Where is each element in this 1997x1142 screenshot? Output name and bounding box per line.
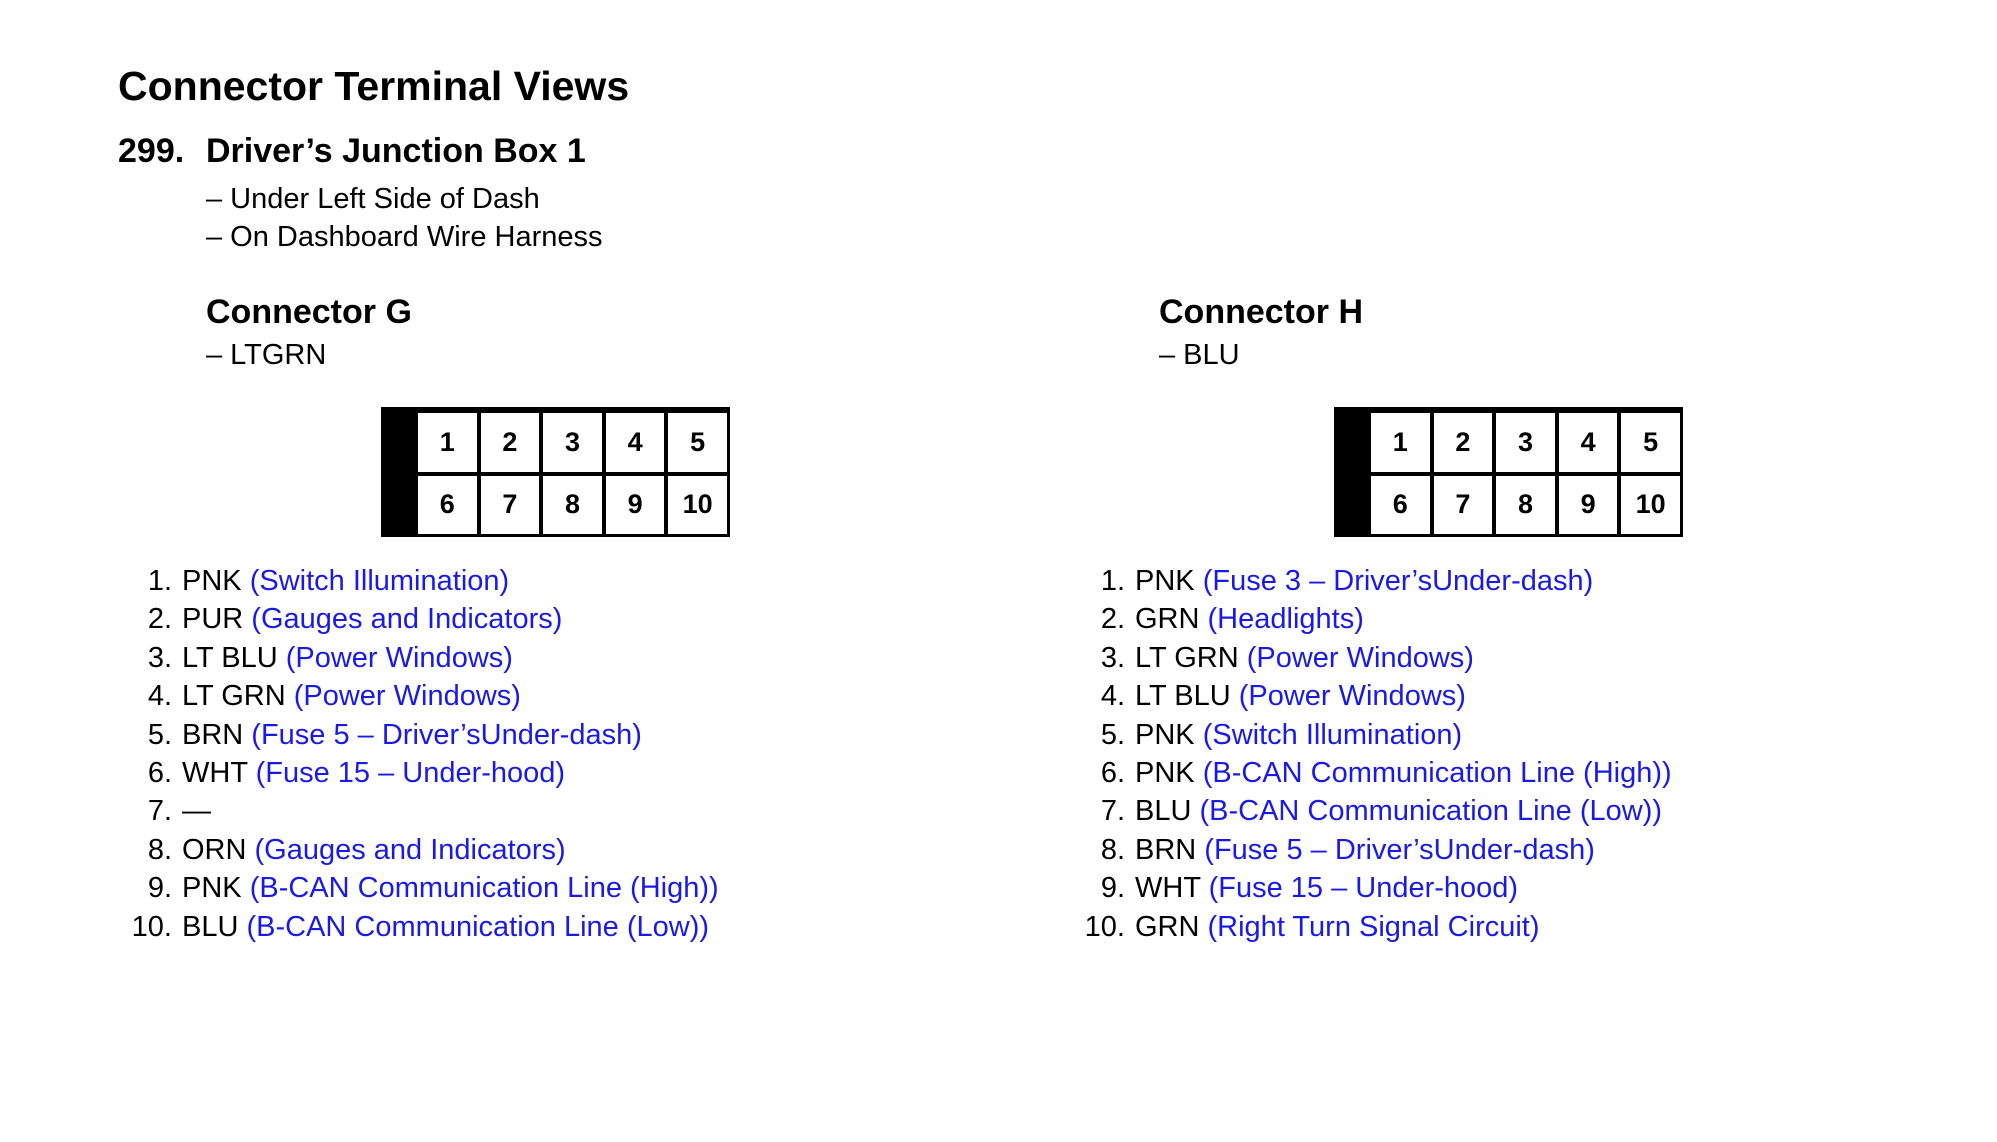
pin-number: 5.: [147, 718, 172, 751]
circuit-link[interactable]: (Headlights): [1207, 603, 1364, 636]
terminal-cell: 10: [668, 476, 727, 535]
wire-color: PNK: [1135, 718, 1195, 751]
pin-number: 10.: [131, 910, 172, 943]
wire-color: WHT: [1135, 872, 1201, 905]
circuit-link[interactable]: (Gauges and Indicators): [254, 833, 566, 866]
circuit-link[interactable]: (Power Windows): [1246, 641, 1474, 674]
wire-color: PNK: [1135, 565, 1195, 597]
pin-number: 8.: [1100, 833, 1125, 866]
pin-item: [118, 908, 719, 946]
pin-number: 5.: [1100, 718, 1125, 751]
pin-item: [1071, 677, 1672, 715]
pin-item: [118, 600, 719, 638]
pin-list: [1071, 562, 1672, 946]
wire-color: PNK: [1135, 756, 1195, 789]
wire-color: PNK: [182, 872, 242, 905]
wire-color: PUR: [182, 603, 244, 636]
pin-number: 1.: [147, 565, 172, 597]
pin-item: [118, 869, 719, 907]
terminal-cell: 4: [1559, 413, 1618, 472]
terminal-cell: 5: [668, 413, 727, 472]
pin-list: [118, 562, 719, 946]
pin-number: 3.: [1100, 641, 1125, 674]
wire-color: GRN: [1135, 603, 1200, 636]
terminal-cell: 8: [1496, 476, 1555, 535]
terminal-cell: 9: [1559, 476, 1618, 535]
pin-number: 10.: [1084, 910, 1125, 943]
section-number: 299.: [118, 132, 185, 170]
terminal-cell: 5: [1621, 413, 1680, 472]
circuit-link[interactable]: (Power Windows): [293, 680, 521, 713]
pin-number: 2.: [147, 603, 172, 636]
terminal-cell: 10: [1621, 476, 1680, 535]
circuit-link[interactable]: (Power Windows): [1238, 680, 1466, 713]
terminal-cell: 1: [1371, 413, 1430, 472]
location-note: – Under Left Side of Dash: [206, 183, 540, 215]
wire-color: LT GRN: [182, 680, 286, 713]
terminal-cell: 1: [418, 413, 477, 472]
connector-color: – BLU: [1159, 339, 1240, 371]
pin-number: 7.: [1100, 795, 1125, 828]
circuit-link[interactable]: (Gauges and Indicators): [251, 603, 563, 636]
terminal-cell: 2: [481, 413, 540, 472]
pin-item: [1071, 716, 1672, 754]
circuit-link[interactable]: (B-CAN Communication Line (High)): [1202, 756, 1672, 789]
pin-item: [1071, 831, 1672, 869]
terminal-cell: 2: [1434, 413, 1493, 472]
pin-item: [118, 792, 719, 830]
circuit-link[interactable]: (Fuse 15 – Under-hood): [1208, 872, 1519, 905]
pin-number: 7.: [147, 795, 172, 828]
terminal-cell: 3: [1496, 413, 1555, 472]
circuit-link[interactable]: (Switch Illumination): [249, 565, 510, 597]
connector-g-panel: [0, 290, 900, 970]
pin-item: [118, 754, 719, 792]
pin-item: [1071, 754, 1672, 792]
wire-color: WHT: [182, 756, 248, 789]
page-title: Connector Terminal Views: [118, 63, 630, 109]
wire-color: ORN: [182, 833, 247, 866]
pin-number: 3.: [147, 641, 172, 674]
pin-item: [118, 831, 719, 869]
terminal-cell: 7: [1434, 476, 1493, 535]
terminal-cell: 3: [543, 413, 602, 472]
pin-item: [1071, 869, 1672, 907]
circuit-link[interactable]: (B-CAN Communication Line (Low)): [1199, 795, 1663, 828]
terminal-cell: 7: [481, 476, 540, 535]
circuit-link[interactable]: (Fuse 5 – Driver’sUnder-dash): [1204, 833, 1595, 866]
pin-number: 6.: [147, 756, 172, 789]
pin-item: [1071, 908, 1672, 946]
connector-color: – LTGRN: [206, 339, 327, 371]
circuit-link[interactable]: (Right Turn Signal Circuit): [1207, 910, 1540, 943]
pin-number: 8.: [147, 833, 172, 866]
pin-number: 9.: [147, 872, 172, 905]
wire-color: PNK: [182, 565, 242, 597]
wire-color: —: [182, 795, 211, 828]
terminal-grid: [414, 410, 727, 534]
connector-terminal-diagram: [1334, 407, 1683, 537]
location-note: – On Dashboard Wire Harness: [206, 221, 603, 253]
wire-color: LT BLU: [1135, 680, 1231, 713]
pin-item: [1071, 600, 1672, 638]
pin-number: 4.: [1100, 680, 1125, 713]
pin-item: [1071, 792, 1672, 830]
section-heading: [118, 129, 586, 173]
pin-number: 4.: [147, 680, 172, 713]
connector-terminal-diagram: [381, 407, 730, 537]
section-name: Driver’s Junction Box 1: [206, 132, 586, 170]
pin-item: [118, 639, 719, 677]
connector-key-bar: [384, 410, 414, 534]
circuit-link[interactable]: (B-CAN Communication Line (High)): [249, 872, 719, 905]
connector-h-panel: [953, 290, 1853, 970]
terminal-cell: 6: [418, 476, 477, 535]
circuit-link[interactable]: (Fuse 3 – Driver’sUnder-dash): [1202, 565, 1594, 597]
wire-color: LT GRN: [1135, 641, 1239, 674]
connector-title: Connector G: [206, 293, 412, 331]
terminal-cell: 8: [543, 476, 602, 535]
wire-color: BRN: [1135, 833, 1197, 866]
wire-color: LT BLU: [182, 641, 278, 674]
pin-item: [1071, 639, 1672, 677]
terminal-cell: 6: [1371, 476, 1430, 535]
pin-number: 9.: [1100, 872, 1125, 905]
pin-number: 2.: [1100, 603, 1125, 636]
circuit-link[interactable]: (Switch Illumination): [1202, 718, 1463, 751]
wire-color: BLU: [182, 910, 239, 943]
wire-color: BRN: [182, 718, 244, 751]
location-notes: [206, 180, 603, 256]
circuit-link[interactable]: (B-CAN Communication Line (Low)): [246, 910, 710, 943]
pin-item: [118, 677, 719, 715]
terminal-cell: 4: [606, 413, 665, 472]
pin-number: 1.: [1100, 565, 1125, 597]
wire-color: GRN: [1135, 910, 1200, 943]
pin-item: [118, 562, 719, 600]
wire-color: BLU: [1135, 795, 1192, 828]
circuit-link[interactable]: (Fuse 5 – Driver’sUnder-dash): [251, 718, 642, 751]
connector-key-bar: [1337, 410, 1367, 534]
pin-item: [1071, 562, 1672, 600]
pin-item: [118, 716, 719, 754]
circuit-link[interactable]: (Fuse 15 – Under-hood): [255, 756, 566, 789]
terminal-grid: [1367, 410, 1680, 534]
connector-title: Connector H: [1159, 293, 1363, 331]
pin-number: 6.: [1100, 756, 1125, 789]
terminal-cell: 9: [606, 476, 665, 535]
circuit-link[interactable]: (Power Windows): [285, 641, 513, 674]
